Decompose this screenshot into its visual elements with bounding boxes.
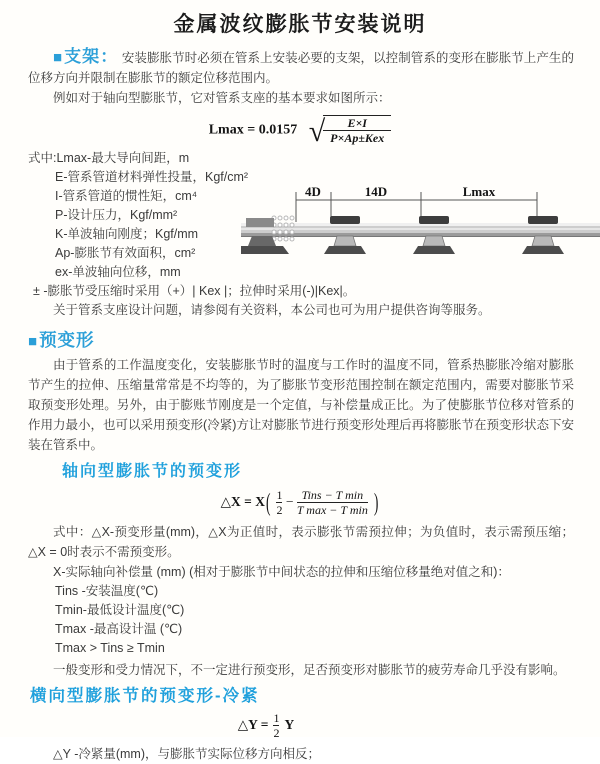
temp-definition-line: Tmin-最低设计温度(℃)	[55, 602, 185, 617]
preform-section-label: 预变形	[39, 329, 95, 350]
definition-item: E-管系管道材料弹性投量，Kgf/cm²	[55, 169, 249, 184]
lmax-formula-fraction	[323, 115, 391, 146]
definitions-block	[0, 149, 600, 282]
fraction-denominator: 2	[276, 503, 283, 518]
definition-item: ex-单波轴向位移，mm	[55, 264, 181, 279]
x-definition-line: X-实际轴向补偿量 (mm) (相对于膨胀节中间状态的拉伸和压缩位移量绝对值之和)：	[53, 564, 510, 579]
support-example-line: 例如对于轴向型膨胀节，它对管系支座的基本要求如图所示：	[53, 91, 391, 105]
definition-item: P-设计压力，Kgf/mm²	[55, 207, 178, 222]
fraction-numerator: 1	[276, 487, 283, 502]
lmax-formula	[0, 115, 600, 149]
lmax-formula-numerator: E×I	[347, 116, 367, 130]
temperature-fraction	[297, 488, 368, 518]
support-paragraph	[28, 47, 574, 88]
plus-minus-definition: ± -膨胀节受压缩时采用（+）| Kex |；拉伸时采用(-)|Kex|。	[33, 283, 356, 298]
definition-item: I-管系管道的惯性矩，cm⁴	[55, 188, 198, 203]
preform-paragraph: 由于管系的工作温度变化，安装膨胀节时的温度与工作时的温度不同，管系热膨胀冷缩对膨胀节产生的拉伸、压缩量常常是不均等的，为了膨胀节变形范围控制在额定范围内，需要对膨胀节采取预变形处理。另外，由于膨账节刚度是一个定值，与补偿量成正比。为了使膨胀节位移对管系的作用力最小，也可以采用预变形(冷紧)方让对膨胀节进行预变形处理后再将膨胀节在预变形状态下安装在管系中。	[28, 357, 574, 452]
section-marker-icon: ■	[53, 49, 64, 66]
axial-preform-heading: 轴向型膨胀节的预变形	[62, 462, 243, 480]
lateral-formula-lhs: △Y =	[237, 716, 269, 732]
pipe-support-diagram	[241, 183, 600, 279]
preform-section-heading	[28, 329, 600, 353]
definition-intro: 式中:Lmax-最大导向间距，m	[28, 150, 190, 165]
open-paren: (	[265, 487, 271, 516]
dim-label-lmax: Lmax	[462, 183, 496, 199]
temp-definition-line: Tins -安装温度(℃)	[55, 583, 159, 598]
support-section-label: 支架：	[64, 47, 119, 66]
axial-preform-formula	[0, 488, 600, 518]
support-section-heading	[53, 47, 118, 66]
lateral-preform-heading: 横向型膨胀节的预变形-冷紧	[30, 686, 260, 705]
lateral-formula-rhs: Y	[284, 716, 295, 732]
fraction-numerator: 1	[273, 710, 280, 725]
support-section-text: 安装膨胀节时必须在管系上安装必要的支架，以控制管系的变形在膨胀节上产生的位移方向并限制在膨胀节的额定位移范围内。	[28, 51, 574, 85]
close-paren: )	[373, 487, 379, 516]
fraction-numerator: Tins − T min	[301, 487, 364, 502]
support-design-note: 关于管系支座设计问题，请参阅有关资料，本公司也可为用户提供咨询等服务。	[53, 303, 491, 318]
fraction-denominator: 2	[273, 725, 280, 740]
page-title: 金属波纹膨胀节安装说明	[173, 13, 427, 36]
definition-item: Ap-膨胀节有效面积，cm²	[55, 245, 196, 260]
lmax-formula-denominator: P×Ap±Kex	[323, 130, 391, 145]
one-half-fraction	[273, 711, 279, 741]
one-half-fraction	[276, 488, 282, 518]
temperature-definitions	[55, 582, 600, 658]
axial-note-line: 一般变形和受力情况下，不一定进行预变形，足否预变形对膨胀节的疲劳寿命几乎没有影响。	[53, 662, 566, 677]
dy-definition-line: △Y -冷紧量(mm)，与膨胀节实际位移方向相反；	[53, 747, 321, 762]
dim-label-4d: 4D	[305, 183, 321, 199]
temp-definition-line: Tmax -最高设计温 (℃)	[55, 621, 183, 636]
lateral-preform-formula	[0, 711, 566, 741]
radical-sign-icon: √	[308, 115, 326, 149]
definition-item: K-单波轴向刚度；Kgf/mm	[55, 226, 199, 241]
lmax-formula-lhs: Lmax = 0.0157	[208, 122, 298, 138]
dim-label-14d: 14D	[364, 183, 388, 199]
pipe-graphic	[241, 223, 600, 237]
fraction-denominator: T max − T min	[296, 503, 368, 518]
axial-formula-lhs: △X = X	[220, 493, 265, 509]
minus-sign: −	[285, 493, 294, 509]
temp-inequality-line: Tmax > Tins ≥ Tmin	[55, 640, 165, 655]
section-marker-icon: ■	[28, 332, 39, 350]
axial-explain-paragraph: 式中：△X-预变形量(mm)，△X为正值时，表示膨张节需预拉伸；为负值时，表示需预压缩；△X = 0时表示不需预变形。	[28, 524, 574, 559]
